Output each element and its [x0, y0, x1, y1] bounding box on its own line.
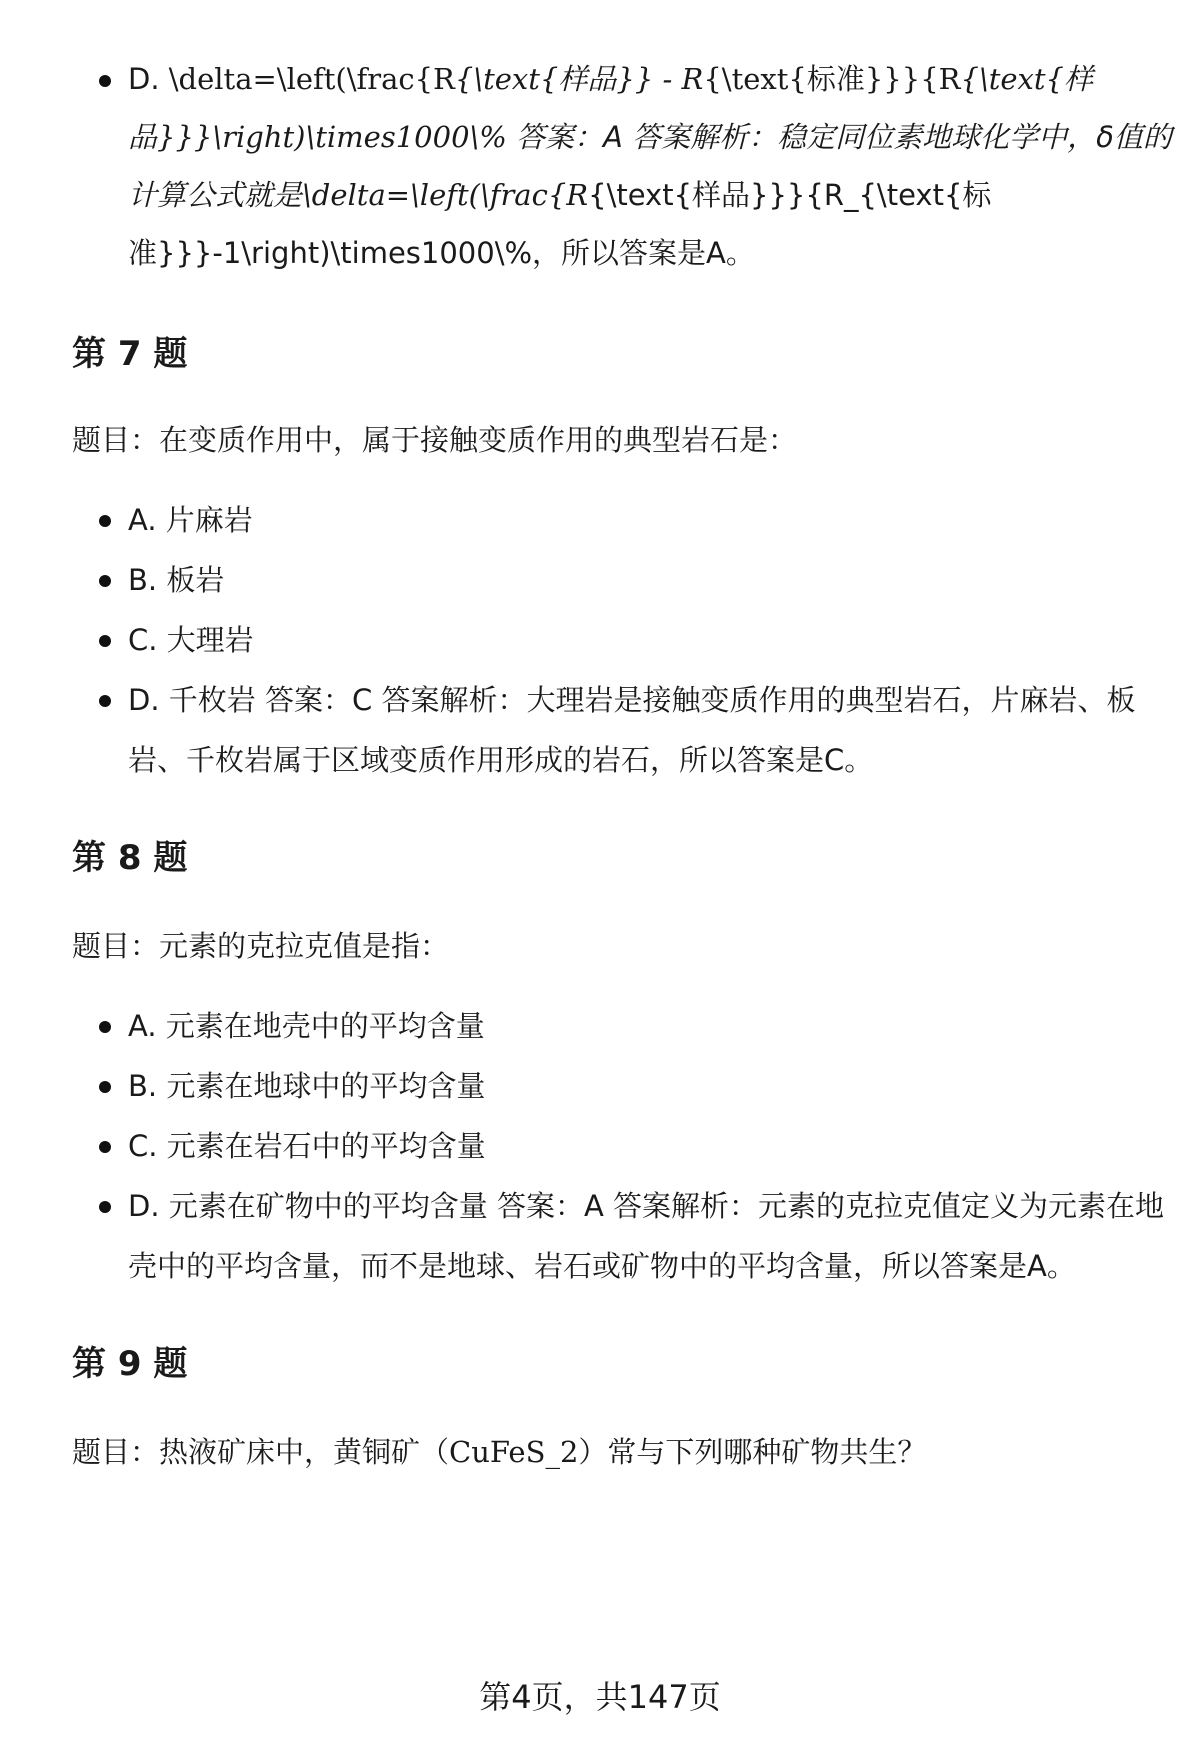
q7-stem: 题目：在变质作用中，属于接触变质作用的典型岩石是：	[72, 423, 798, 457]
q6-option-d	[72, 50, 1172, 282]
q8-stem: 题目：元素的克拉克值是指：	[72, 929, 450, 963]
q7-heading: 第 7 题	[72, 334, 188, 374]
q9-stem	[72, 1430, 1172, 1474]
q8-option-a: A. 元素在地壳中的平均含量	[72, 996, 1172, 1056]
q6-formula-part-2: {\text{样品}} - R	[454, 62, 704, 96]
q8-option-b: B. 元素在地球中的平均含量	[72, 1056, 1172, 1116]
q9-stem-suffix: ）常与下列哪种矿物共生？	[578, 1435, 927, 1469]
q7-options	[72, 490, 1172, 790]
q6-formula-part-1: \delta=\left(\frac{R	[168, 62, 455, 96]
q6-options	[72, 50, 1172, 282]
q9-stem-formula: CuFeS_2	[449, 1435, 579, 1469]
q7-option-b: B. 板岩	[72, 550, 1172, 610]
q6-formula-part-5: \delta=\left(\frac{R	[302, 178, 589, 212]
q6-answer-explanation: 答案：A 答案解析：稳定同位素地球化学中，δ值的计算公式就是	[128, 120, 1172, 212]
q7-option-c: C. 大理岩	[72, 610, 1172, 670]
page-footer: 第4页，共147页	[479, 1678, 721, 1716]
q8-option-c: C. 元素在岩石中的平均含量	[72, 1116, 1172, 1176]
q6-formula-tail-2: 1\right)\times1000\%，所以答案是A。	[222, 236, 755, 270]
q9-stem-prefix: 题目：热液矿床中，黄铜矿（	[72, 1435, 450, 1469]
q6-option-d-prefix: D.	[128, 62, 169, 96]
q6-formula-tail-1: {\text{样品}}}{R_{\text{标准}}}-	[128, 178, 992, 270]
q8-option-d: D. 元素在矿物中的平均含量 答案：A 答案解析：元素的克拉克值定义为元素在地壳中的平均含量，而不是地球、岩石或矿物中的平均含量，所以答案是A。	[72, 1176, 1172, 1296]
q7-option-d: D. 千枚岩 答案：C 答案解析：大理岩是接触变质作用的典型岩石，片麻岩、板岩、千枚岩属于区域变质作用形成的岩石，所以答案是C。	[72, 670, 1172, 790]
q6-formula-part-3: {\text{标准}}}{R	[703, 62, 961, 96]
q6-formula-part-4: {\text{样品}}}\right)\times1000\%	[128, 62, 1093, 154]
page-content	[72, 50, 1172, 1474]
q7-option-a: A. 片麻岩	[72, 490, 1172, 550]
q9-heading: 第 9 题	[72, 1344, 188, 1384]
q8-options	[72, 996, 1172, 1296]
q8-heading: 第 8 题	[72, 838, 188, 878]
